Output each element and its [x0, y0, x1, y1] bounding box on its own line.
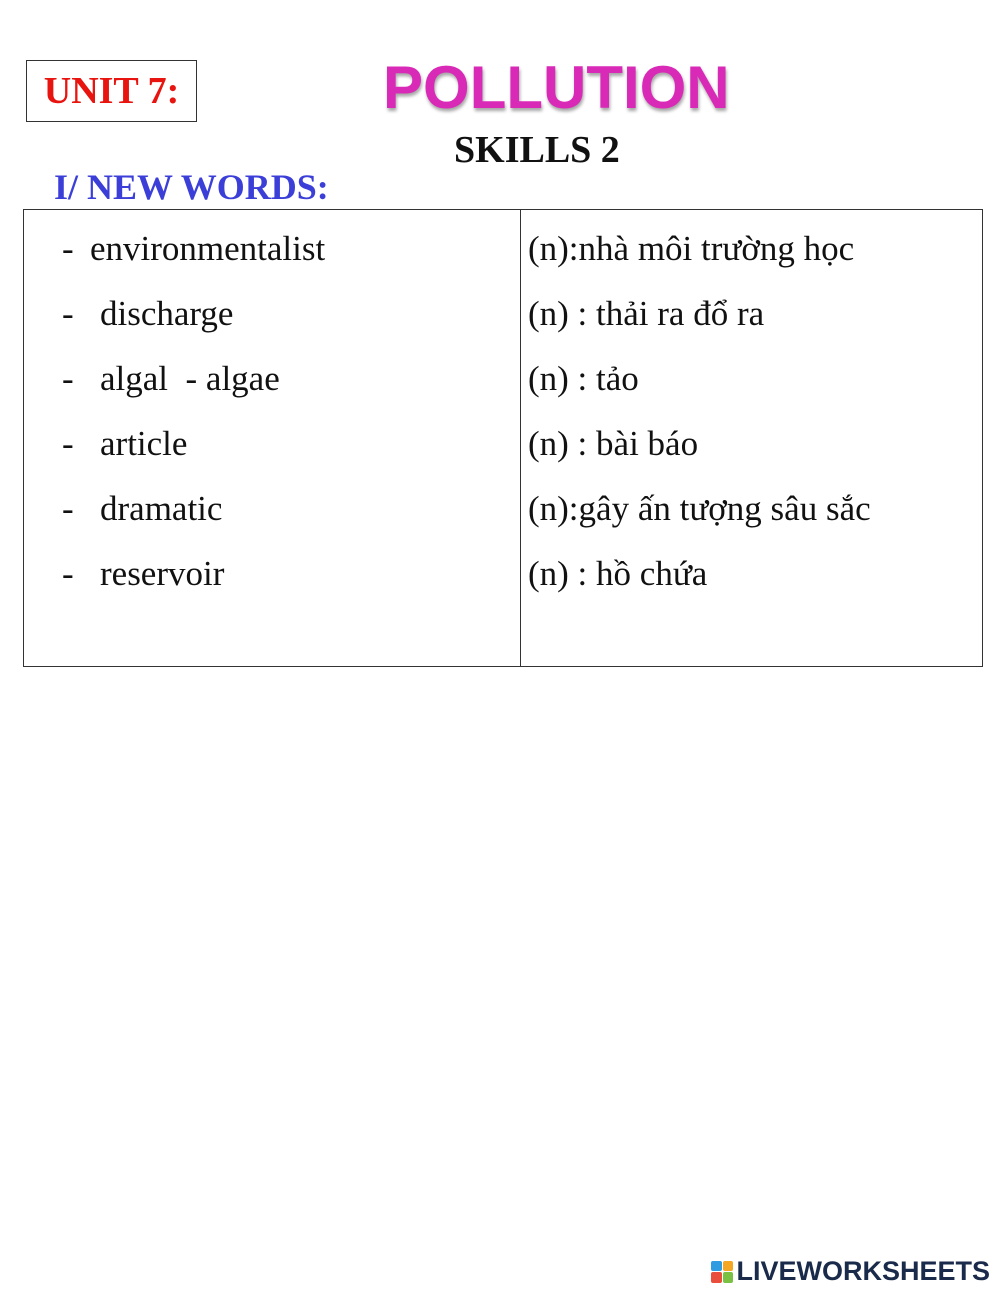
- liveworksheets-logo-icon: [711, 1261, 733, 1283]
- vocab-word-row: [24, 425, 520, 490]
- vocab-meaning: (n) : tảo: [528, 359, 639, 398]
- vocab-word-row: [24, 230, 520, 295]
- list-dash: -: [62, 294, 74, 333]
- logo-text: LIVEWORKSHEETS: [736, 1256, 990, 1286]
- vocab-meaning: (n) : bài báo: [528, 424, 699, 463]
- unit-label: UNIT 7:: [43, 70, 180, 112]
- vocab-word-row: [24, 360, 520, 425]
- section-heading: I/ NEW WORDS:: [54, 167, 329, 207]
- vocab-word-row: [24, 555, 520, 620]
- vocab-word: dramatic: [100, 489, 223, 528]
- vocab-word-row: [24, 490, 520, 555]
- words-column: [24, 210, 521, 666]
- vocab-word: discharge: [100, 294, 234, 333]
- meanings-column: [521, 210, 982, 666]
- vocab-word: reservoir: [100, 554, 225, 593]
- vocab-word: article: [100, 424, 188, 463]
- list-dash: -: [62, 489, 74, 528]
- list-dash: -: [62, 554, 74, 593]
- vocab-word: environmentalist: [90, 229, 326, 268]
- unit-label-box: [26, 60, 197, 122]
- vocab-meaning: (n):gây ấn tượng sâu sắc: [528, 489, 871, 528]
- vocab-meaning: (n) : thải ra đổ ra: [528, 294, 765, 333]
- list-dash: -: [62, 359, 74, 398]
- list-dash: -: [62, 424, 74, 463]
- vocab-word: algal - algae: [100, 359, 280, 398]
- vocab-meaning: (n):nhà môi trường học: [528, 229, 855, 268]
- vocabulary-table: [23, 209, 983, 667]
- vocab-word-row: [24, 295, 520, 360]
- list-dash: -: [62, 229, 74, 268]
- page-subtitle: SKILLS 2: [454, 129, 620, 171]
- vocab-meaning: (n) : hồ chứa: [528, 554, 708, 593]
- liveworksheets-logo[interactable]: [711, 1258, 990, 1285]
- page-title: POLLUTION: [383, 54, 730, 121]
